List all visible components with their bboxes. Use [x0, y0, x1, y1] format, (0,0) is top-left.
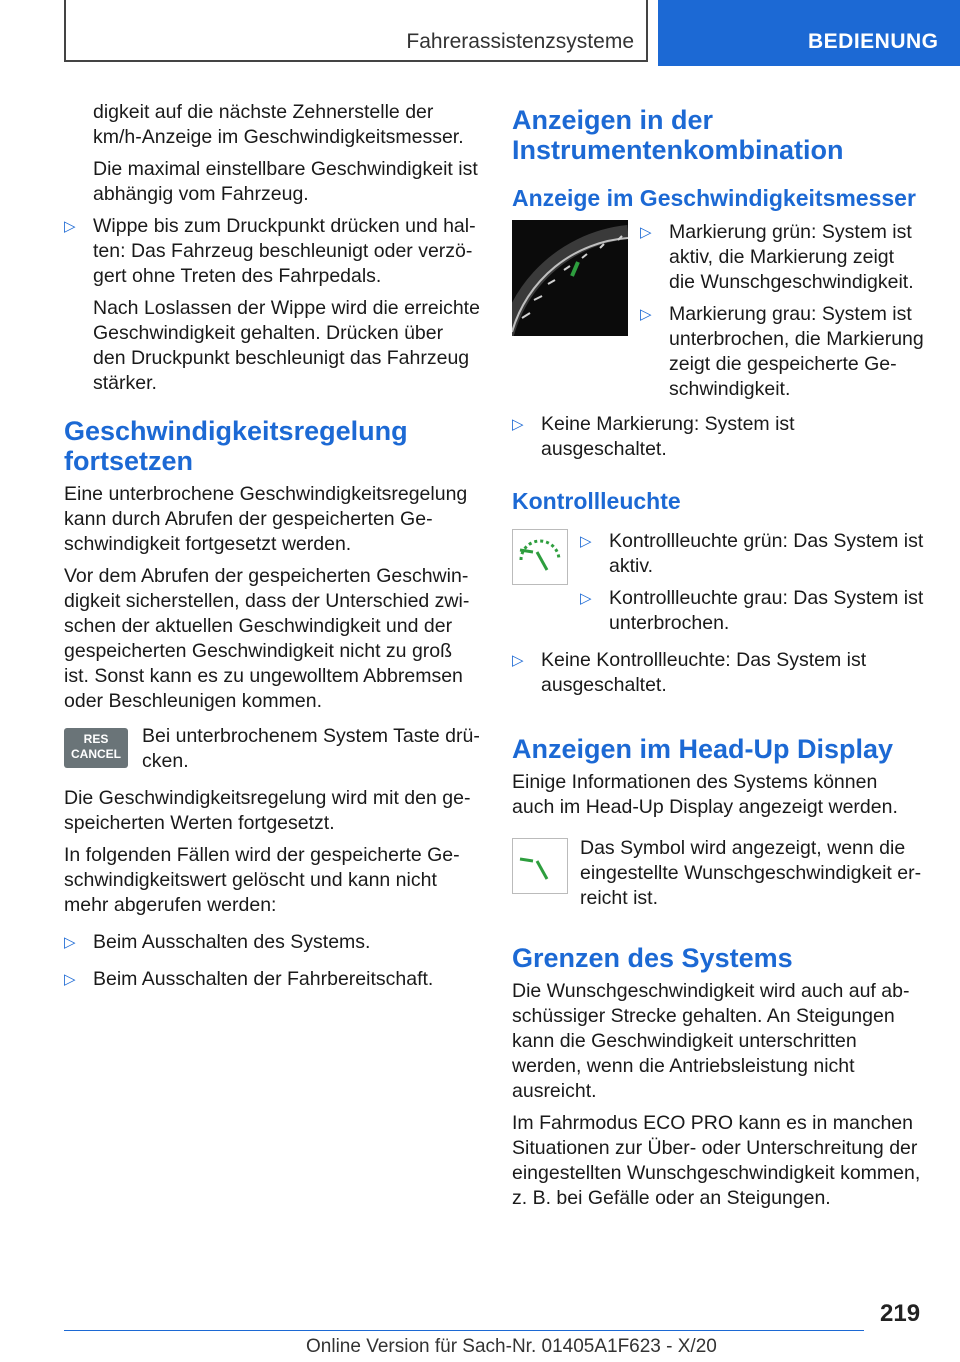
triangle-bullet-icon: ▷ [580, 533, 592, 550]
heading-anzeigen: Anzeigen in der Instrumentenkombination [512, 105, 844, 165]
chapter-title: Fahrerassistenzsysteme [406, 30, 634, 53]
res-cancel-text: Bei unterbrochenem System Taste drücken. [142, 725, 480, 772]
heading-fortsetzen: Geschwindigkeitsregelung fortsetzen [64, 416, 408, 476]
list-item-text: Markierung grau: System ist unterbrochen, die Markierung zeigt die gespeicherte Geschwindigkeit. [669, 303, 924, 400]
paragraph: Eine unterbrochene Geschwindigkeitsregelung kann durch Abrufen der gespeicherten Geschwindigkeit fortgesetzt werden. [64, 483, 468, 555]
continued-text-2: Die maximal einstellbare Geschwindigkeit ist abhängig vom Fahrzeug. [93, 158, 478, 205]
triangle-bullet-icon: ▷ [580, 590, 592, 607]
list-item-text: Keine Kontrollleuchte: Das System ist ausgeschaltet. [541, 649, 867, 696]
triangle-bullet-icon: ▷ [512, 652, 524, 669]
right-column [512, 100, 924, 1218]
paragraph: Die Wunschgeschwindigkeit wird auch auf abschüssiger Strecke gehalten. An Steigungen kann die Geschwindigkeit unterschritten werden, wenn die Antriebsleistung nicht ausreicht. [512, 980, 910, 1102]
hud-symbol-icon [512, 838, 568, 894]
list-item [580, 586, 924, 636]
heading-speedo: Anzeige im Geschwindigkeitsmesser [512, 185, 916, 211]
hud-symbol-text: Das Symbol wird angezeigt, wenn die eingestellte Wunschgeschwindigkeit erreicht ist. [580, 837, 922, 909]
hud-row [512, 836, 924, 911]
triangle-bullet-icon: ▷ [64, 218, 76, 235]
list-item [640, 220, 924, 295]
cancel-label: CANCEL [71, 747, 121, 761]
chapter-tab [64, 0, 648, 62]
list-item-text: Beim Ausschalten der Fahrbereitschaft. [93, 968, 434, 990]
paragraph: Vor dem Abrufen der gespeicherten Geschwindigkeit sicherstellen, dass der Unterschied zwischen der aktuellen Geschwindigkeit und der gespeicherten Geschwindigkeit nicht zu groß ist. Sonst kann es zu ungewolltem Abbremsen oder Beschleunigen kommen. [64, 565, 470, 712]
cruise-control-lamp-icon [512, 529, 568, 585]
footer-text: Online Version für Sach-Nr. 01405A1F623 - X/20 [306, 1336, 717, 1357]
left-column [64, 100, 480, 999]
footer-divider [64, 1330, 864, 1331]
paragraph: Die Geschwindigkeitsregelung wird mit den gespeicherten Werten fortgesetzt. [64, 787, 471, 834]
page-number: 219 [880, 1300, 921, 1327]
page-header [0, 0, 960, 66]
heading-hud: Anzeigen im Head-Up Display [512, 734, 894, 764]
heading-grenzen: Grenzen des Systems [512, 943, 793, 973]
list-item-text: Keine Markierung: System ist ausgeschaltet. [541, 413, 795, 460]
list-item [64, 967, 480, 992]
res-cancel-button-icon [64, 728, 128, 768]
res-label: RES [83, 732, 109, 746]
heading-kontroll: Kontrollleuchte [512, 488, 681, 514]
speedometer-arc-icon [512, 220, 628, 336]
list-item [512, 412, 924, 462]
list-item-continuation: Nach Loslassen der Wippe wird die erreichte Geschwindigkeit gehalten. Drücken über den Druckpunkt beschleunigt das Fahrzeug stärker. [93, 297, 480, 394]
list-item-text: Wippe bis zum Druckpunkt drücken und halten: Das Fahrzeug beschleunigt oder verzögert ohne Treten des Fahrpedals. [93, 215, 476, 287]
list-item-text: Markierung grün: System ist aktiv, die Markierung zeigt die Wunschgeschwindigkeit. [669, 221, 914, 293]
speedometer-image [512, 220, 628, 336]
triangle-bullet-icon: ▷ [512, 416, 524, 433]
list-item [580, 529, 924, 579]
list-item-text: Beim Ausschalten des Systems. [93, 931, 371, 953]
list-item [64, 214, 480, 289]
section-title: BEDIENUNG [808, 30, 939, 53]
list-item-text: Kontrollleuchte grau: Das System ist unterbrochen. [609, 587, 924, 634]
list-item-text: Kontrollleuchte grün: Das System ist aktiv. [609, 530, 924, 577]
speedo-row [512, 220, 924, 402]
list-item [512, 648, 924, 698]
paragraph: Im Fahrmodus ECO PRO kann es in manchen Situationen zur Über- oder Unterschreitung der eingestellten Wunschgeschwindigkeit kommen, z. B. bei Gefälle oder an Steigungen. [512, 1112, 921, 1209]
section-tab [658, 0, 960, 66]
continued-text-1: digkeit auf die nächste Zehnerstelle der km/h-Anzeige im Geschwindigkeitsmesser. [93, 101, 464, 148]
list-item [64, 930, 480, 955]
triangle-bullet-icon: ▷ [640, 306, 652, 323]
triangle-bullet-icon: ▷ [64, 971, 76, 988]
triangle-bullet-icon: ▷ [640, 224, 652, 241]
paragraph: Einige Informationen des Systems können auch im Head-Up Display angezeigt werden. [512, 771, 898, 818]
lamp-row [512, 529, 924, 636]
res-cancel-row [64, 724, 480, 776]
list-item [640, 302, 924, 402]
paragraph: In folgenden Fällen wird der gespeicherte Geschwindigkeitswert gelöscht und kann nicht mehr abgerufen werden: [64, 844, 460, 916]
triangle-bullet-icon: ▷ [64, 934, 76, 951]
